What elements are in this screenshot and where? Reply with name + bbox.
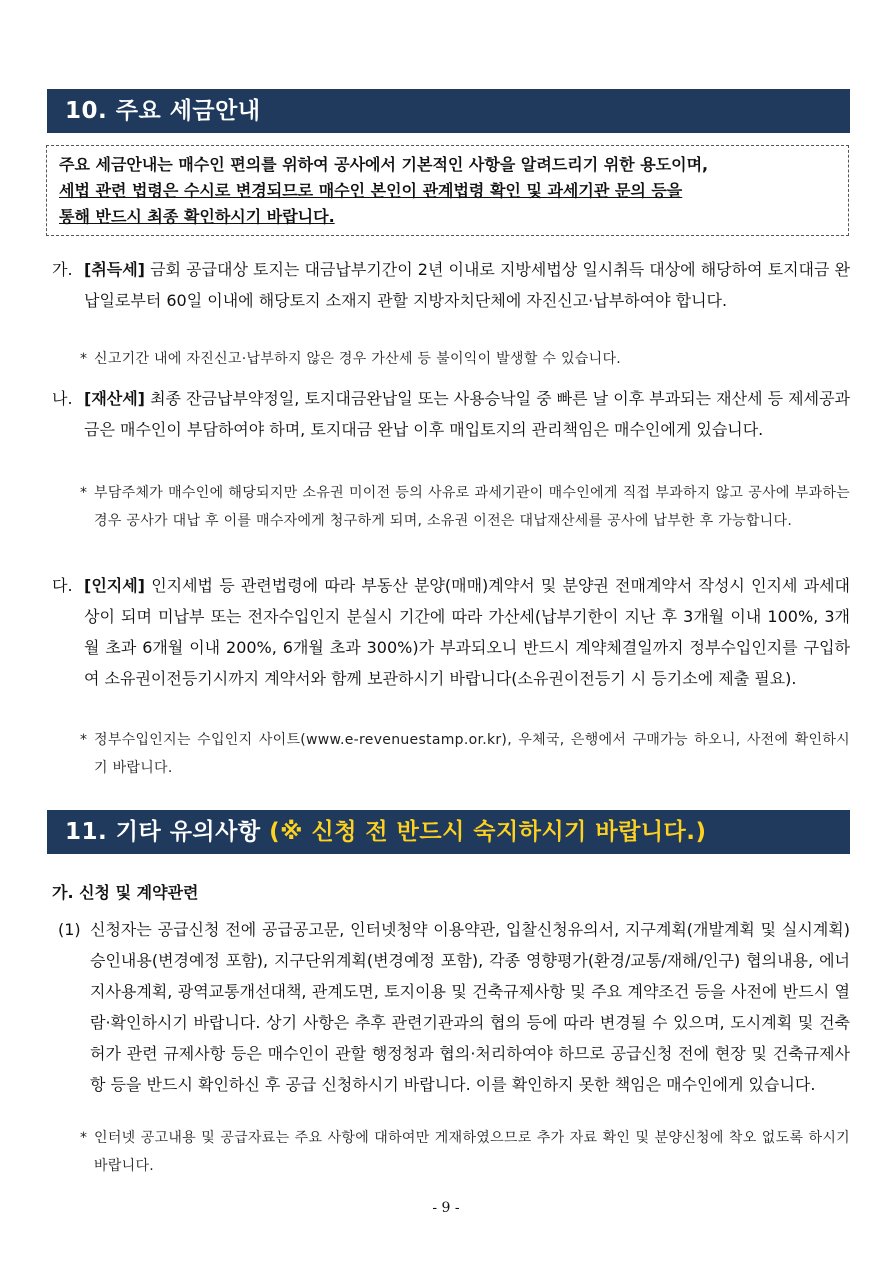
item-keyword: [인지세] (84, 576, 145, 595)
item-text: 인지세법 등 관련법령에 따라 부동산 분양(매매)계약서 및 분양권 전매계약서 작성시 인지세 과세대상이 되며 미납부 또는 전자수입인지 분실시 기간에 따라 가산세(납부기한이 지난 후 3개월 이내 100%, 3개월 초과 6개월 이내 200%, 6개월 초과 300%)가 부과되오니 반드시 계약체결일까지 정부수입인지를 구입하여 소유권이전등기시까지 계약서와 함께 보관하시기 바랍니다(소유권이전등기 시 등기소에 제출 필요). (84, 576, 850, 688)
tax-item-property (52, 383, 850, 445)
note-text: 신고기간 내에 자진신고·납부하지 않은 경우 가산세 등 불이익이 발생할 수 있습니다. (94, 351, 622, 367)
section-11-title-accent: (※ 신청 전 반드시 숙지하시기 바랍니다.) (269, 819, 707, 845)
item-body (84, 383, 850, 445)
note-text: 정부수입인지는 수입인지 사이트(www.e-revenuestamp.or.kr), 우체국, 은행에서 구매가능 하오니, 사전에 확인하시기 바랍니다. (94, 732, 850, 776)
item-text: 최종 잔금납부약정일, 토지대금완납일 또는 사용승낙일 중 빠른 날 이후 부과되는 재산세 등 제세공과금은 매수인이 부담하여야 하며, 토지대금 완납 이후 매입토지의 관리책임은 매수인에게 있습니다. (84, 389, 850, 439)
tax-note-acquisition (80, 345, 850, 373)
item-label: (1) (58, 920, 81, 939)
numbered-item-1 (58, 914, 850, 1100)
tax-note-property (80, 479, 850, 535)
item-text: 금회 공급대상 토지는 대금납부기간이 2년 이내로 지방세법상 일시취득 대상에 해당하여 토지대금 완납일로부터 60일 이내에 해당토지 소재지 관할 지방자치단체에 자진신고·납부하여야 합니다. (84, 260, 850, 310)
page-number: - 9 - (432, 1200, 460, 1216)
item-label: 가. (52, 260, 73, 279)
note-internet-notice (80, 1124, 850, 1180)
tax-item-stamp (52, 570, 850, 694)
notice-line-1: 주요 세금안내는 매수인 편의를 위하여 공사에서 기본적인 사항을 알려드리기 위한 용도이며, (59, 155, 709, 174)
note-star: * (80, 732, 87, 748)
section-10-title: 10. 주요 세금안내 (65, 98, 261, 124)
tax-notice-box (46, 145, 849, 236)
section-11-header (47, 810, 850, 854)
subheading-application-contract: 가. 신청 및 계약관련 (52, 883, 199, 902)
notice-line-3: 통해 반드시 최종 확인하시기 바랍니다. (59, 207, 335, 226)
item-body (84, 254, 850, 316)
item-label: 나. (52, 389, 73, 408)
note-text: 인터넷 공고내용 및 공급자료는 주요 사항에 대하여만 게재하였으므로 추가 자료 확인 및 분양신청에 착오 없도록 하시기 바랍니다. (94, 1130, 850, 1174)
item-label: 다. (52, 576, 73, 595)
notice-line-2: 세법 관련 법령은 수시로 변경되므로 매수인 본인이 관계법령 확인 및 과세기관 문의 등을 (59, 181, 683, 200)
section-11-title: 11. 기타 유의사항 (65, 819, 261, 845)
item-body (84, 570, 850, 694)
section-10-header (47, 89, 850, 133)
tax-note-stamp (80, 726, 850, 782)
note-star: * (80, 1130, 87, 1146)
note-star: * (80, 485, 87, 501)
note-text: 부담주체가 매수인에 해당되지만 소유권 미이전 등의 사유로 과세기관이 매수인에게 직접 부과하지 않고 공사에 부과하는 경우 공사가 대납 후 이를 매수자에게 청구하게 되며, 소유권 이전은 대납재산세를 공사에 납부한 후 가능합니다. (94, 485, 850, 529)
item-keyword: [취득세] (84, 260, 145, 279)
tax-item-acquisition (52, 254, 850, 316)
item-text: 신청자는 공급신청 전에 공급공고문, 인터넷청약 이용약관, 입찰신청유의서, 지구계획(개발계획 및 실시계획) 승인내용(변경예정 포함), 지구단위계획(변경예정 포함), 각종 영향평가(환경/교통/재해/인구) 협의내용, 에너지사용계획, 광역교통개선대책, 관계도면, 토지이용 및 건축규제사항 및 주요 계약조건 등을 사전에 반드시 열람·확인하시기 바랍니다. 상기 사항은 추후 관련기관과의 협의 등에 따라 변경될 수 있으며, 도시계획 및 건축허가 관련 규제사항 등은 매수인이 관할 행정청과 협의·처리하여야 하므로 공급신청 전에 현장 및 건축규제사항 등을 반드시 확인하신 후 공급 신청하시기 바랍니다. 이를 확인하지 못한 책임은 매수인에게 있습니다. (90, 920, 850, 1094)
item-keyword: [재산세] (84, 389, 145, 408)
note-star: * (80, 351, 87, 367)
